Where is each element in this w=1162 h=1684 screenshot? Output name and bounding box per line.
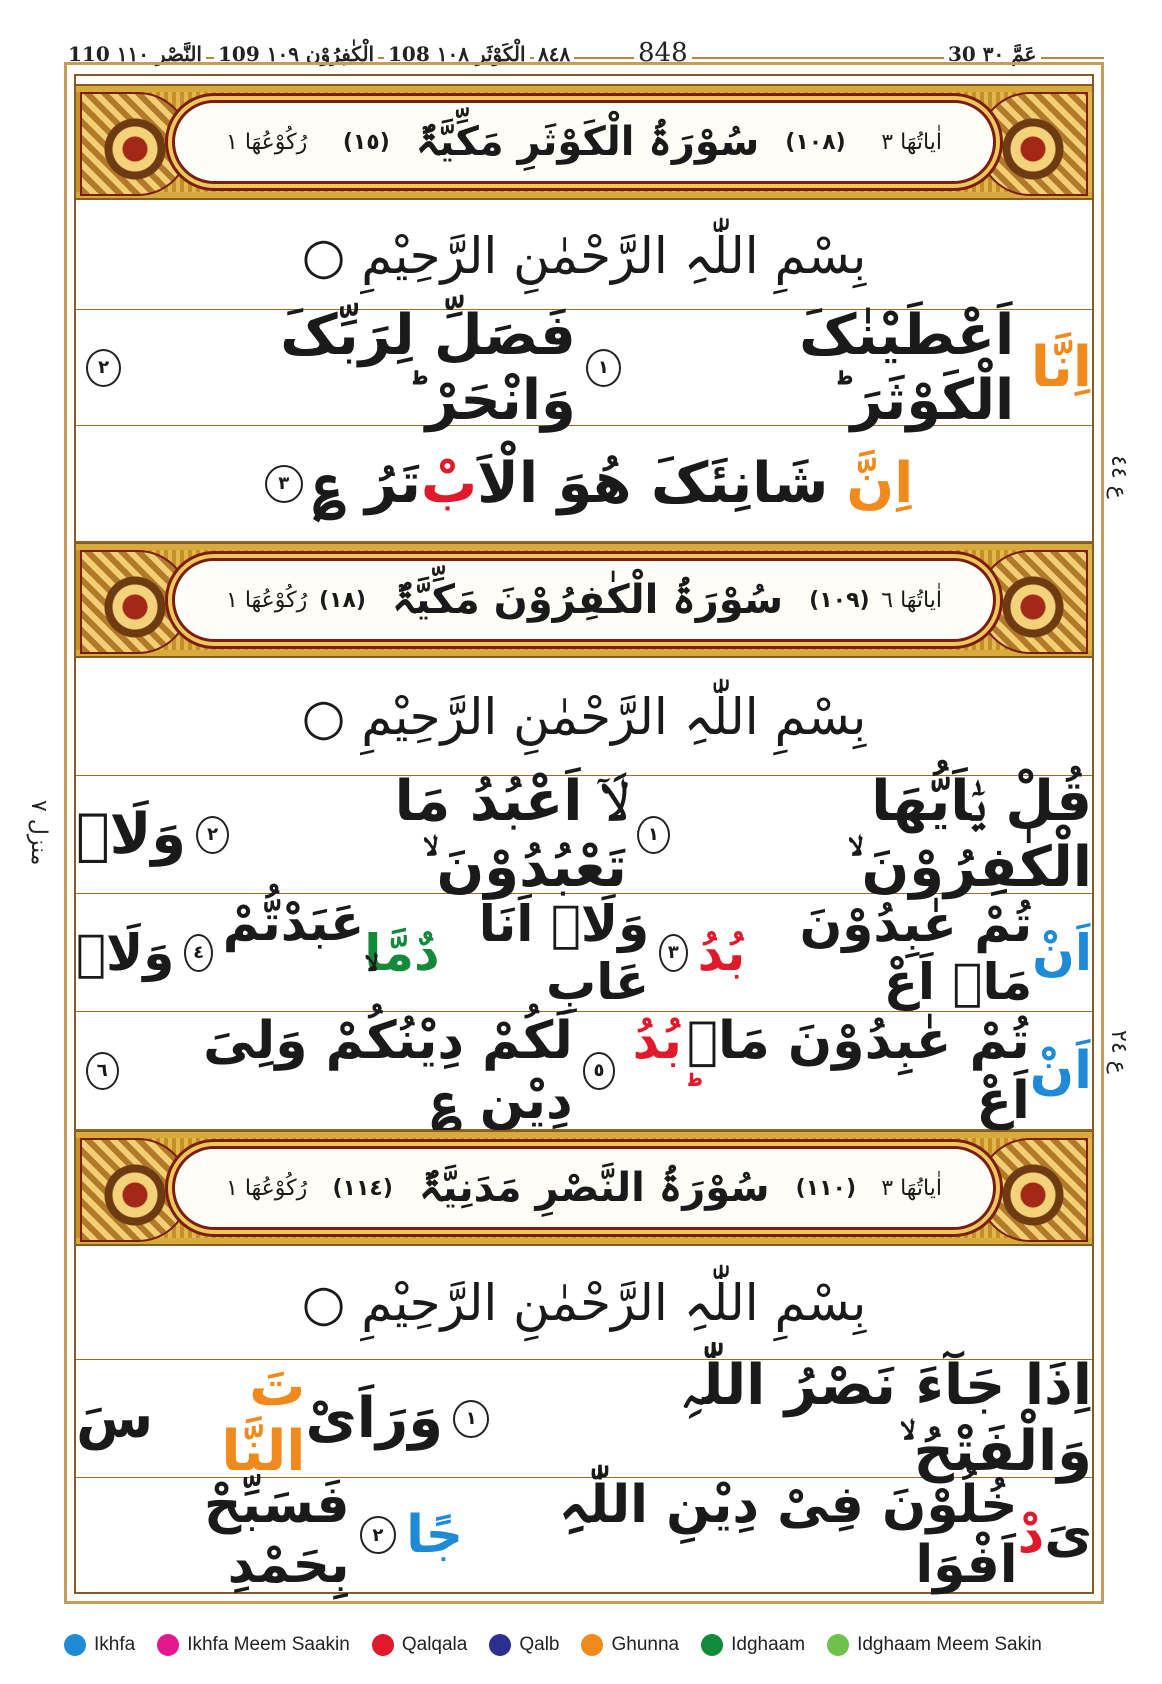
ayat-count: اٰیاتُھَا ٣ (881, 129, 942, 155)
tajweed-qalqala: بْ (420, 451, 478, 516)
ayat-count: اٰیاتُھَا ٣ (881, 1175, 942, 1201)
ruku-marker-2: ع ٢٤ (1106, 1030, 1131, 1074)
legend-item (489, 1634, 559, 1656)
legend-item (157, 1634, 350, 1656)
tajweed-ghunna: تَ النَّا (221, 1353, 306, 1484)
ayah-marker: ٢ (360, 1516, 397, 1554)
legend-item (372, 1634, 468, 1656)
ayah-marker: ١ (586, 349, 621, 387)
ayah-text: شَانِئَکَ هُوَ الْاَ (477, 451, 829, 516)
legend-label: Ghunna (611, 1634, 680, 1655)
ayah-text: یَ (1044, 1505, 1092, 1565)
tajweed-ikhfa: اَنْ (1032, 923, 1092, 982)
header-surah-108: 108 الْكَوْثَر ١٠٨ (384, 42, 530, 66)
ayah-text: تَرُ ؏ (312, 451, 421, 516)
legend-label: Qalqala (401, 1634, 468, 1655)
legend-dot-icon (64, 1634, 86, 1656)
surah-title: سُوْرَۃُ الْکَوْثَرِ مَکِّیَّۃٌ (415, 119, 760, 165)
legend-item (827, 1634, 1042, 1656)
manzil-marker: منزل ٧ (26, 800, 51, 866)
surah-title: سُوْرَۃُ النَّصْرِ مَدَنِیَّۃٌ (418, 1165, 770, 1211)
header-page-arabic: ٨٤٨ (534, 42, 574, 66)
legend-label: Ikhfa Meem Saakin (187, 1634, 350, 1655)
revelation-order: (١٨) (318, 587, 366, 613)
ruku-count: رُکُوْعُھَا ١ (226, 587, 308, 613)
bismillah-text: بِسْمِ اللّٰہِ الرَّحْمٰنِ الرَّحِیْمِ ○ (301, 687, 867, 746)
legend-dot-icon (827, 1634, 849, 1656)
legend-label: Idghaam (731, 1634, 806, 1655)
ayah-line (76, 894, 1092, 1012)
legend-dot-icon (701, 1634, 723, 1656)
header-page-number: 848 (634, 38, 692, 68)
legend-label: Qalb (519, 1634, 560, 1655)
tajweed-qalqala: دْ (1017, 1505, 1045, 1565)
ayah-text: وَلَاۤ (76, 802, 187, 867)
bismillah-text: بِسْمِ اللّٰہِ الرَّحْمٰنِ الرَّحِیْمِ ○ (301, 226, 867, 285)
ayah-text: خُلُوْنَ فِیْ دِیْنِ اللّٰہِ اَفْوَا (558, 1475, 1018, 1595)
ayah-text: وَلَاۤ (75, 923, 175, 982)
tajweed-qalqala: بُدُ (632, 1010, 683, 1071)
ayah-text: قُلْ یٰۤاَیُّھَا الْکٰفِرُوْنَ ۙ (847, 768, 1092, 900)
ayah-marker: ٤ (184, 934, 212, 972)
ayah-marker: ٣ (265, 465, 303, 503)
ayah-text: لَکُمْ دِیْنُکُمْ وَلِیَ دِیْنِ ؏ (203, 1010, 573, 1131)
ayah-text: تُمْ عٰبِدُوْنَ مَاۤ اَعْ (686, 1010, 1030, 1131)
ayah-text: اِذَا جَآءَ نَصْرُ اللّٰہِ وَالْفَتْحُ ۙ (681, 1352, 1092, 1484)
ayah-text: فَصَلِّ لِرَبِّکَ وَانْحَرْ ؕ (280, 302, 576, 433)
ayah-text: تُمْ عٰبِدُوْنَ مَاۤ اَعْ (799, 894, 1033, 1011)
tajweed-qalqala: بُدُ (697, 923, 746, 982)
tajweed-ikhfa: اَنْ (1029, 1040, 1092, 1101)
bismillah-line (76, 658, 1092, 776)
ayah-text: وَلَاۤ اَنَا عَابِ (478, 894, 650, 1011)
revelation-order: (١١٤) (332, 1175, 393, 1201)
ayah-line (76, 768, 1092, 900)
ayah-line (76, 426, 1092, 542)
surah-title: سُوْرَۃُ الْکٰفِرُوْنَ مَکِّیَّۃٌ (391, 577, 784, 623)
tajweed-legend (64, 1630, 1104, 1660)
legend-label: Idghaam Meem Sakin (857, 1634, 1042, 1655)
tajweed-ghunna: اِنَّ (846, 451, 914, 516)
ayah-text: لَاۤ اَعْبُدُ مَا تَعْبُدُوْنَ ۙ (394, 768, 627, 900)
ruku-marker-1: ع ٤٤ (1106, 455, 1131, 499)
legend-dot-icon (489, 1634, 511, 1656)
tajweed-ikhfa: جًا (406, 1505, 464, 1565)
ayah-line (76, 302, 1092, 433)
ayat-count: اٰیاتُھَا ٦ (881, 587, 942, 613)
ruku-count: رُکُوْعُھَا ١ (226, 129, 308, 155)
ayah-marker: ١ (637, 816, 670, 854)
ayah-text: فَسَبِّحْ بِحَمْدِ (203, 1475, 350, 1595)
surah-banner-kafirun (76, 542, 1092, 658)
surah-banner-nasr (76, 1130, 1092, 1246)
legend-dot-icon (581, 1634, 603, 1656)
tajweed-idghaam: دٌ (413, 923, 440, 982)
ayah-marker: ٦ (86, 1052, 119, 1090)
legend-label: Ikhfa (94, 1634, 136, 1655)
surah-number: (١٠٨) (785, 129, 846, 155)
ayah-text: عَبَدْتُّمْ (222, 894, 365, 952)
ayah-text: وَرَاَیْ (305, 1386, 444, 1451)
ayah-text: اَعْطَیْنٰکَ الْکَوْثَرَ ؕ (799, 302, 1015, 433)
ayah-marker: ٢ (86, 349, 121, 387)
header-surah-109: 109 الْكٰفِرُوْن ١٠٩ (214, 42, 378, 66)
bismillah-text: بِسْمِ اللّٰہِ الرَّحْمٰنِ الرَّحِیْمِ ○ (301, 1273, 867, 1332)
tajweed-ghunna: اِنَّا (1030, 335, 1092, 400)
ayah-marker: ٣ (659, 934, 687, 972)
tajweed-idghaam: مَّا (364, 923, 414, 982)
header-juz: 30 عَمَّ ٣٠ (944, 42, 1041, 66)
surah-number: (١١٠) (795, 1175, 857, 1201)
bismillah-line (76, 1246, 1092, 1360)
ayah-text: سَ (75, 1386, 154, 1451)
header-surah-110: 110 النَّصْر ١١٠ (64, 42, 206, 66)
legend-item (581, 1634, 679, 1656)
ayah-line (76, 1012, 1092, 1130)
legend-dot-icon (157, 1634, 179, 1656)
revelation-order: (١٥) (342, 129, 390, 155)
ayah-marker: ٢ (196, 816, 229, 854)
surah-banner-kawthar (76, 84, 1092, 200)
ayah-line (75, 1352, 1092, 1484)
ayah-marker: ١ (453, 1400, 489, 1438)
legend-item (701, 1634, 805, 1656)
ruku-count: رُکُوْعُھَا ١ (226, 1175, 308, 1201)
ayah-marker: ٥ (583, 1052, 616, 1090)
bismillah-line (76, 202, 1092, 310)
surah-number: (١٠٩) (809, 587, 870, 613)
legend-dot-icon (372, 1634, 394, 1656)
ayah-line (76, 1475, 1092, 1595)
legend-item (64, 1634, 135, 1656)
